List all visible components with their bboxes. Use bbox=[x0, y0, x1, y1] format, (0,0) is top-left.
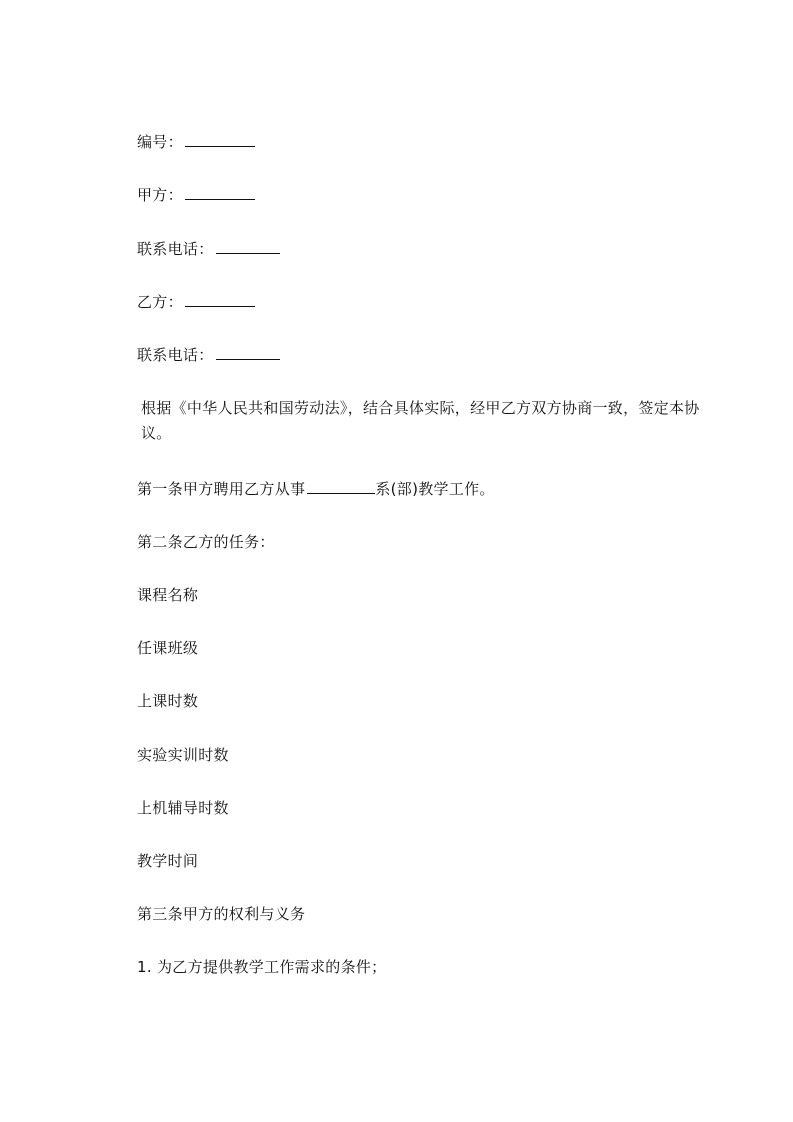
party-a-field bbox=[137, 185, 255, 205]
task-item-course-name: 课程名称 bbox=[137, 586, 199, 604]
article-1-text-before: 第一条甲方聘用乙方从事 bbox=[137, 480, 306, 498]
task-item-lab-hours: 实验实训时数 bbox=[137, 746, 229, 764]
contact-b-label: 联系电话： bbox=[137, 346, 214, 364]
task-item-class: 任课班级 bbox=[137, 639, 199, 657]
party-b-label: 乙方： bbox=[137, 293, 183, 311]
article-1-text-after: 系(部)教学工作。 bbox=[375, 480, 495, 498]
contact-a-field bbox=[137, 239, 280, 259]
party-b-field bbox=[137, 292, 255, 312]
contact-b-field bbox=[137, 345, 280, 365]
number-label: 编号： bbox=[137, 133, 183, 151]
article-3-item-1: 1. 为乙方提供教学工作需求的条件； bbox=[137, 958, 387, 976]
number-field bbox=[137, 132, 255, 152]
contact-a-blank bbox=[216, 239, 280, 254]
contact-b-blank bbox=[216, 345, 280, 360]
party-a-label: 甲方： bbox=[137, 186, 183, 204]
task-item-lecture-hours: 上课时数 bbox=[137, 692, 199, 710]
task-item-computer-hours: 上机辅导时数 bbox=[137, 799, 229, 817]
article-1-blank bbox=[307, 479, 375, 494]
party-a-blank bbox=[185, 185, 255, 200]
contact-a-label: 联系电话： bbox=[137, 240, 214, 258]
article-2-title: 第二条乙方的任务： bbox=[137, 533, 275, 551]
task-item-teaching-time: 教学时间 bbox=[137, 852, 199, 870]
number-blank bbox=[185, 132, 255, 147]
article-1 bbox=[137, 479, 495, 499]
intro-paragraph: 根据《中华人民共和国劳动法》，结合具体实际，经甲乙方双方协商一致，签定本协议。 bbox=[141, 399, 700, 442]
party-b-blank bbox=[185, 292, 255, 307]
article-3-title: 第三条甲方的权利与义务 bbox=[137, 905, 306, 923]
